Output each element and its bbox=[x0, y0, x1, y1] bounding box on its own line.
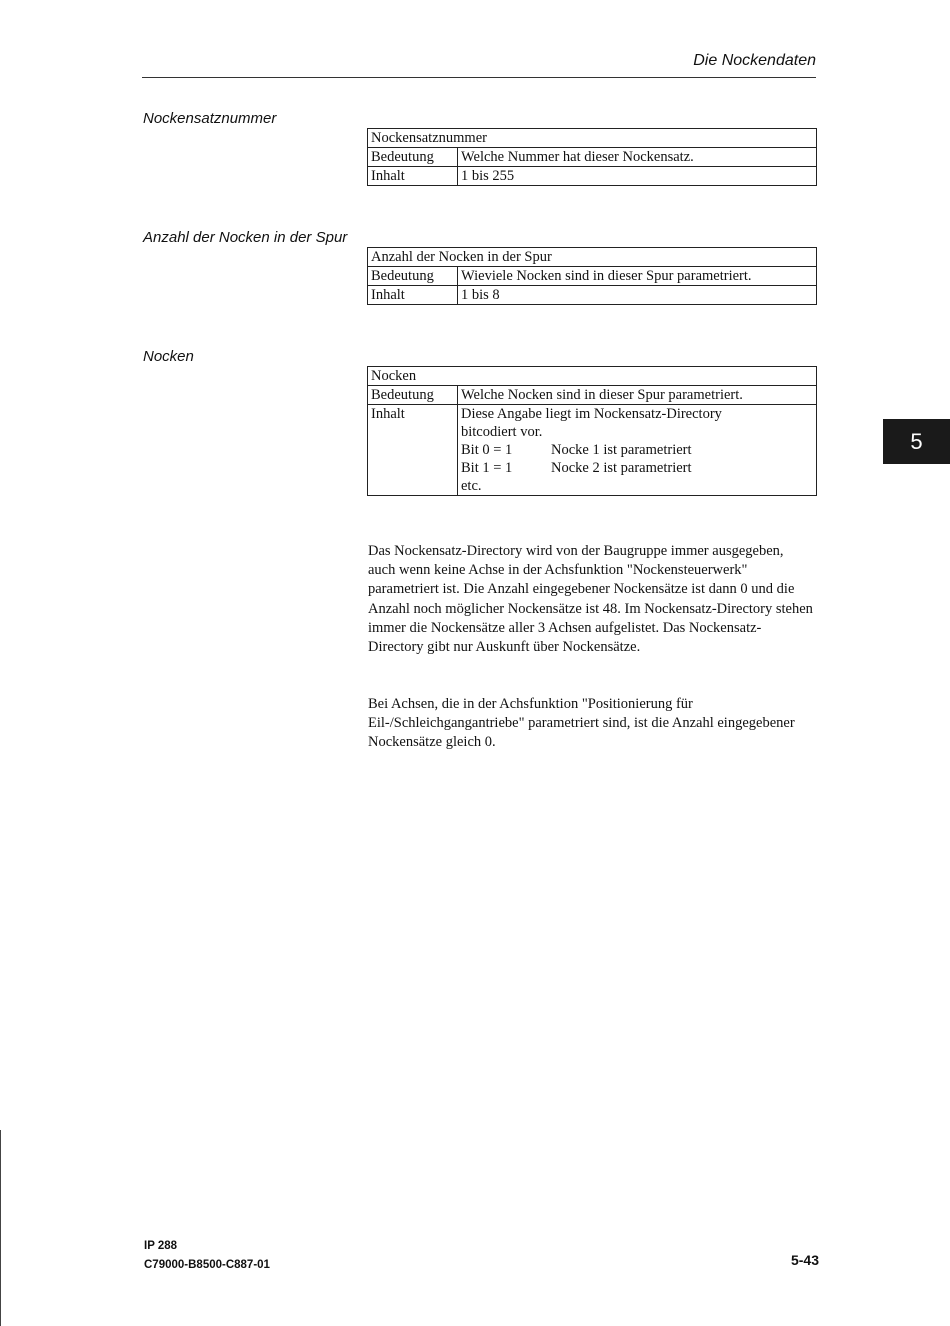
row-label: Bedeutung bbox=[368, 148, 458, 167]
page-edge-line bbox=[0, 1130, 1, 1326]
row-label: Bedeutung bbox=[368, 267, 458, 286]
section-heading-anzahl-nocken: Anzahl der Nocken in der Spur bbox=[143, 229, 348, 246]
row-label: Bedeutung bbox=[368, 386, 458, 405]
section-heading-nocken: Nocken bbox=[143, 348, 194, 365]
row-value-multiline bbox=[458, 405, 817, 496]
bit-label: Bit 0 = 1 bbox=[461, 442, 513, 458]
table-title: Nockensatznummer bbox=[368, 129, 817, 148]
bit-desc: Nocke 1 ist parametriert bbox=[551, 442, 692, 458]
footer-order-number: C79000-B8500-C887-01 bbox=[144, 1259, 270, 1271]
table-title: Anzahl der Nocken in der Spur bbox=[368, 248, 817, 267]
row-value: 1 bis 8 bbox=[458, 286, 817, 305]
value-line: Diese Angabe liegt im Nockensatz-Directory bbox=[461, 406, 722, 422]
row-value: Wieviele Nocken sind in dieser Spur parametriert. bbox=[458, 267, 817, 286]
value-line: bitcodiert vor. bbox=[461, 424, 543, 440]
row-label: Inhalt bbox=[368, 405, 458, 496]
section-heading-nockensatznummer: Nockensatznummer bbox=[143, 110, 277, 127]
footer-product: IP 288 bbox=[144, 1240, 178, 1252]
page-number: 5-43 bbox=[790, 1252, 819, 1268]
table-nockensatznummer bbox=[367, 128, 817, 186]
row-label: Inhalt bbox=[368, 167, 458, 186]
paragraph-achsen: Bei Achsen, die in der Achsfunktion "Positionierung für Eil-/Schleichgangantriebe" parametriert sind, ist die Anzahl eingegebener Nockensätze gleich 0. bbox=[368, 696, 795, 751]
table-nocken bbox=[367, 366, 817, 496]
paragraph-directory: Das Nockensatz-Directory wird von der Baugruppe immer ausgegeben, auch wenn keine Achse in der Achsfunktion "Nockensteuerwerk" parametriert ist. Die Anzahl eingegebener Nockensätze ist dann 0 und die Anzahl noch möglicher Nockensätze ist 48. Im Nockensatz-Directory stehen immer die Nockensätze aller 3 Achsen aufgelistet. Das Nockensatz-Directory gibt nur Auskunft über Nockensätze. bbox=[368, 543, 813, 656]
table-anzahl-nocken bbox=[367, 247, 817, 305]
chapter-tab: 5 bbox=[883, 419, 950, 464]
value-line-etc: etc. bbox=[461, 478, 482, 494]
table-title: Nocken bbox=[368, 367, 817, 386]
bit-label: Bit 1 = 1 bbox=[461, 460, 513, 476]
row-value: Welche Nummer hat dieser Nockensatz. bbox=[458, 148, 817, 167]
row-label: Inhalt bbox=[368, 286, 458, 305]
row-value: 1 bis 255 bbox=[458, 167, 817, 186]
bit-desc: Nocke 2 ist parametriert bbox=[551, 460, 692, 476]
bit-row bbox=[461, 441, 813, 459]
row-value: Welche Nocken sind in dieser Spur parametriert. bbox=[458, 386, 817, 405]
running-header-title: Die Nockendaten bbox=[693, 52, 816, 69]
footer-info bbox=[144, 1237, 270, 1275]
bit-row bbox=[461, 459, 813, 477]
header-rule bbox=[142, 77, 816, 78]
